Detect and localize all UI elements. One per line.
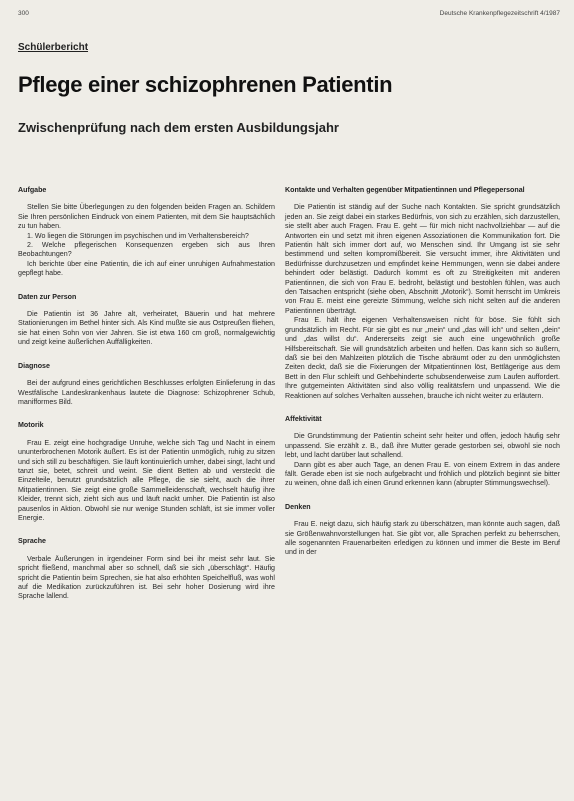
left-column xyxy=(18,186,275,616)
body-paragraph: Die Patientin ist 36 Jahre alt, verheiratet, Bäuerin und hat mehrere Stationierungen im Bethel hinter sich. Als Kind mußte sie aus Ostpreußen fliehen, sie hat einen Sohn von vier Jahren. Sie ist etwa 160 cm groß, normalgewichtig und zeigt keine äußerlichen Auffälligkeiten. xyxy=(18,310,275,347)
article-subtitle: Zwischenprüfung nach dem ersten Ausbildungsjahr xyxy=(18,120,339,135)
body-paragraph: Stellen Sie bitte Überlegungen zu den folgenden beiden Fragen an. Schildern Sie Ihren persönlichen Eindruck von einem Patienten, mit dem Sie hauptsächlich zu tun haben. xyxy=(18,203,275,231)
body-paragraph: Verbale Äußerungen in irgendeiner Form sind bei ihr meist sehr laut. Sie spricht fließend, manchmal aber so schnell, daß sie sich „überschlägt“. Häufig spricht die Patientin beim Sprechen, sie hat also erhöhten Speichelfluß, was wohl auf die Medikation zurückzuführen ist. Bei sehr hoher Dosierung wird ihre Sprache lallend. xyxy=(18,554,275,601)
body-paragraph: Die Patientin ist ständig auf der Suche nach Kontakten. Sie spricht grundsätzlich jeden an. Sie zeigt dabei ein starkes Bedürfnis, von sich zu erzählen, sich darzustellen, sie stellt aber auch Fragen. Frau E. geht — für mich nicht nachvollziehbar — auf die Antworten ein und setzt mit ihren eigenen Assoziationen die Kommunikation fort. Die Patientin hält sich immer dort auf, wo Menschen sind. Ihr Umgang ist sie sehr bestimmend und selten kompromißbereit. Sie versucht immer, ihre Aktivitäten und Bedürfnisse durchzusetzen und empfindet keine Hemmungen, wenn sie dabei andere behindert oder belästigt. Dadurch kommt es oft zu Streitigkeiten mit anderen Patientinnen, die sich von Frau E. bedroht, belästigt und bestohlen fühlen, was auch den Tatsachen entspricht (siehe oben, Abschnitt „Motorik“). Somit herrscht im Umkreis von Frau E. meist eine gereizte Stimmung, welche sich nicht selten auf die anderen Patientinnen überträgt. xyxy=(285,203,560,315)
section-sprache xyxy=(18,537,275,601)
section-heading: Motorik xyxy=(18,421,44,430)
section-kontakte-und-verhalten-gegenueber-mitpat xyxy=(285,186,560,401)
section-heading: Affektivität xyxy=(285,414,322,423)
section-aufgabe xyxy=(18,186,275,279)
body-paragraph: Bei der aufgrund eines gerichtlichen Beschlusses erfolgten Einlieferung in das Westfälische Landeskrankenhaus lautete die Diagnose: Schizophrener Schub, manifformes Bild. xyxy=(18,379,275,406)
body-paragraph: Ich berichte über eine Patientin, die ich auf einer unruhigen Aufnahmestation gepflegt habe. xyxy=(18,259,275,278)
section-affektivitaet xyxy=(285,415,560,489)
section-heading: Denken xyxy=(285,502,311,511)
page-number: 300 xyxy=(18,10,29,17)
section-daten-zur-person xyxy=(18,293,275,348)
article-title: Pflege einer schizophrenen Patientin xyxy=(18,72,393,97)
section-heading: Kontakte und Verhalten gegenüber Mitpatientinnen und Pflegepersonal xyxy=(285,186,525,194)
journal-name: Deutsche Krankenpflegezeitschrift 4/1987 xyxy=(439,10,560,17)
body-paragraph: Dann gibt es aber auch Tage, an denen Frau E. von einem Extrem in das andere fällt. Gerade eben ist sie noch aufgebracht und fröhlich und plötzlich beginnt sie bitter zu weinen, ohne daß ich einen Grund erkennen kann (abrupter Stimmungswechsel). xyxy=(285,460,560,488)
right-column xyxy=(285,186,560,572)
section-diagnose xyxy=(18,362,275,408)
body-paragraph: Die Grundstimmung der Patientin scheint sehr heiter und offen, jedoch häufig sehr unpassend. Sie erzählt z. B., daß ihre Mutter gerade gestorben sei, obwohl sie noch lebt, und lacht darüber laut schallend. xyxy=(285,432,560,460)
body-paragraph: 1. Wo liegen die Störungen im psychischen und im Verhaltensbereich? xyxy=(27,231,249,240)
section-heading: Daten zur Person xyxy=(18,292,77,301)
section-heading: Aufgabe xyxy=(18,186,47,194)
section-heading: Diagnose xyxy=(18,361,50,370)
section-denken xyxy=(285,503,560,558)
body-paragraph: Frau E. hält ihre eigenen Verhaltensweisen nicht für böse. Sie fühlt sich grundsätzlich im Recht. Für sie gibt es nur „mein“ und „das will ich“ und selten „dein“ und „das willst du“. Andererseits zeigt sie auch eine ungewöhnlich große Hilfsbereitschaft. Sie will grundsätzlich arbeiten und helfen. Das kann sich so äußern, daß sie bei den Mahlzeiten plötzlich die Tische abräumt oder zu den unmöglichsten Zeiten deckt, daß sie die Fixierungen der Mitpatientinnen löst, Bettlägerige aus dem Bett in den Flur schleift und Gehbehinderte schubsenderweise zum Laufen auffordert. Ihre gutgemeinten Aktivitäten sind also völlig realitätsfern und unpassend. Wie die Reaktionen auf solches Verhalten aussehen, brauche ich nicht weiter zu erläutern. xyxy=(285,316,560,400)
body-paragraph: 2. Welche pflegerischen Konsequenzen ergeben sich aus Ihren Beobachtungen? xyxy=(18,241,275,259)
section-heading: Sprache xyxy=(18,537,46,546)
body-paragraph: Frau E. neigt dazu, sich häufig stark zu überschätzen, man könnte auch sagen, daß sie Größenwahnvorstellungen hat. Sie gibt vor, alle Sprachen perfekt zu beherrschen, alle sogenannten Frauenarbeiten erledigen zu können und immer die Beste im Beruf und in der xyxy=(285,520,560,557)
section-label: Schülerbericht xyxy=(18,42,89,53)
body-paragraph: Frau E. zeigt eine hochgradige Unruhe, welche sich Tag und Nacht in einem ununterbrochenen Motorik äußert. Es ist der Patientin unmöglich, ruhig zu sitzen und sich still zu beschäftigen. Sie läuft kontinuierlich umher, dabei singt, lacht und tanzt sie, betet, schreit und weint. Sie dient Betten ab und versteckt die Einzelteile, benutzt grundsätzlich alle Pflege, die sie sieht, auch die ihrer Mitpatientinnen. Sie zeigt eine große Sammelleidenschaft, wechselt häufig ihre Kleider, trennt sich, zieht sich aus und läuft nackt umher. Die Patientin ist also pausenlos in Aktion. Obwohl sie nur wenige Stunden schläft, ist sie immer voller Energie. xyxy=(18,438,275,522)
section-motorik xyxy=(18,421,275,523)
